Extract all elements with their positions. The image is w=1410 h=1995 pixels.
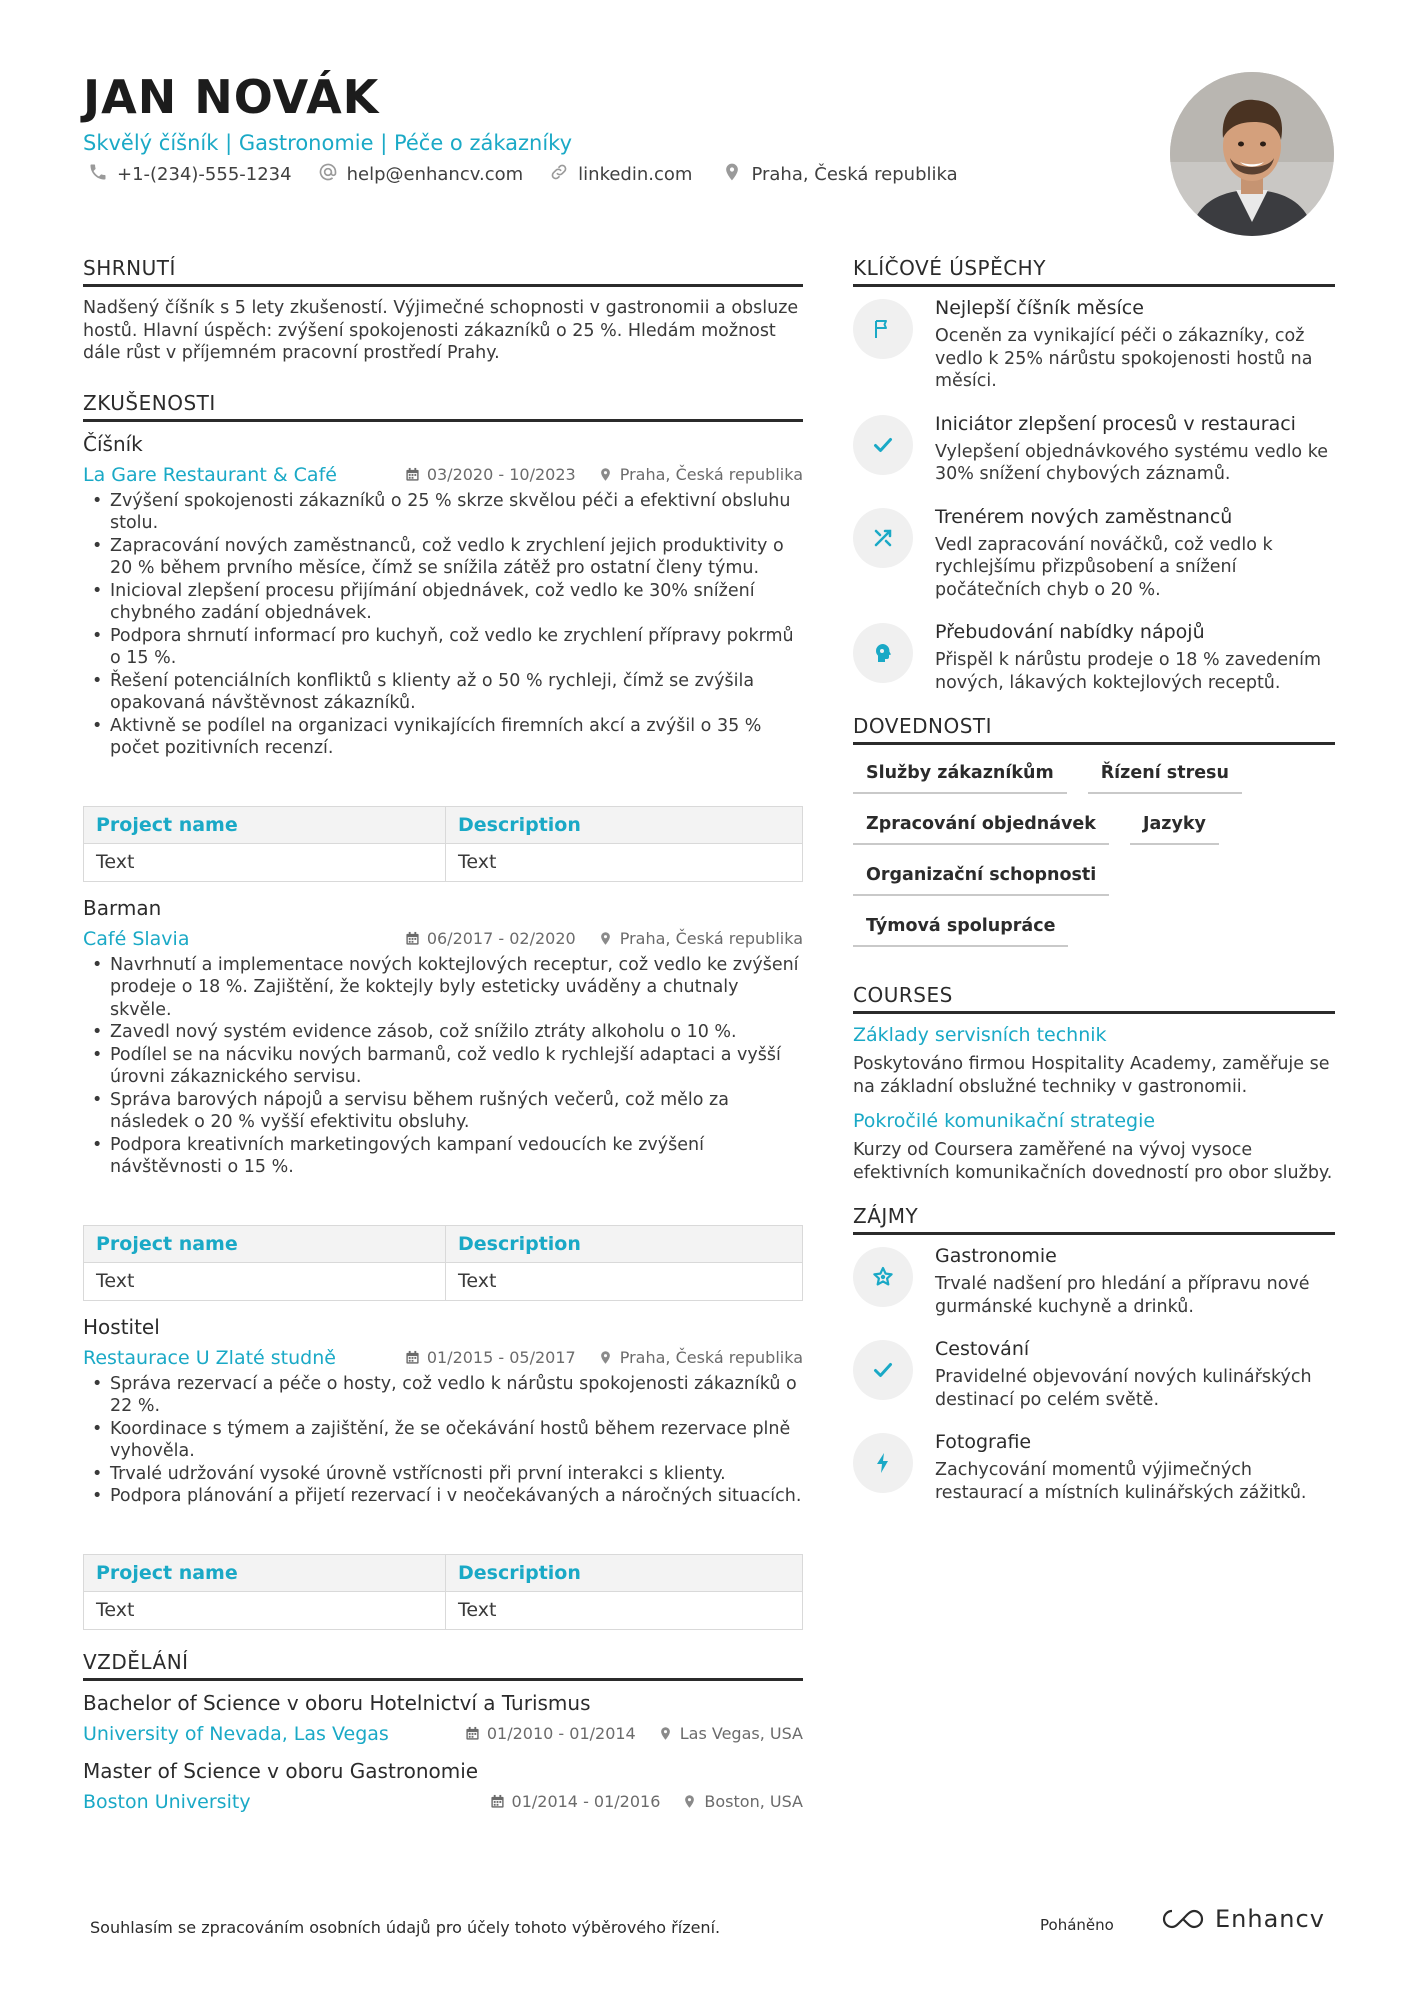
candidate-name: JAN NOVÁK: [83, 70, 380, 124]
job-bullets: [83, 954, 803, 1179]
education-location: [658, 1724, 803, 1743]
phone-icon: [88, 162, 108, 187]
job-location: [598, 929, 803, 948]
company-name: Restaurace U Zlaté studně: [83, 1346, 336, 1369]
degree-title: Bachelor of Science v oboru Hotelnictví a Turismus: [83, 1690, 591, 1715]
project-cell: Text: [84, 843, 446, 881]
courses-heading: COURSES: [853, 983, 1335, 1014]
job-location: [598, 465, 803, 484]
course-desc: Kurzy od Coursera zaměřené na vývoj vysoce efektivních komunikačních dovedností pro obor služby.: [853, 1140, 1333, 1183]
dates-text: 03/2020 - 10/2023: [426, 465, 576, 484]
achievement-item: [853, 621, 1335, 694]
achievement-title: Přebudování nabídky nápojů: [935, 621, 1205, 643]
flag-icon: [853, 299, 913, 359]
course-desc: Poskytováno firmou Hospitality Academy, zaměřuje se na základní obslužné techniky v gastronomii.: [853, 1054, 1330, 1097]
dates-text: 01/2015 - 05/2017: [426, 1348, 576, 1367]
bullet-item: • Zapracování nových zaměstnanců, což vedlo k zrychlení jejich produktivity o 20 % během prvního měsíce, čímž se snížila zátěž pro ostatní členy týmu.: [83, 535, 803, 580]
location-pin-icon: [682, 1794, 697, 1809]
job-title: Barman: [83, 895, 162, 920]
education-dates: [465, 1724, 636, 1743]
profile-photo: [1170, 72, 1334, 236]
interest-title: Cestování: [935, 1338, 1030, 1360]
location-text: Boston, USA: [704, 1792, 803, 1811]
school-name: University of Nevada, Las Vegas: [83, 1722, 389, 1745]
contact-email[interactable]: [318, 162, 524, 187]
interest-desc: Zachycování momentů výjimečných restaurací a místních kulinářských zážitků.: [935, 1460, 1307, 1503]
description-header: Description: [446, 806, 803, 843]
skill-tag: Služby zákazníkům: [853, 761, 1067, 794]
bullet-item: • Aktivně se podílel na organizaci vynikajících firemních akcí a zvýšil o 35 % počet pozitivních recenzí.: [83, 715, 803, 760]
calendar-icon: [405, 931, 420, 946]
experience-heading: ZKUŠENOSTI: [83, 391, 803, 422]
location-text: Praha, Česká republika: [619, 1348, 803, 1367]
bullet-item: • Zavedl nový systém evidence zásob, což snížilo ztráty alkoholu o 10 %.: [83, 1021, 803, 1044]
tagline: Skvělý číšník | Gastronomie | Péče o zákazníky: [83, 131, 573, 155]
company-name: La Gare Restaurant & Café: [83, 463, 337, 486]
job-meta-row: [83, 464, 803, 486]
interest-item: [853, 1431, 1335, 1504]
education-location: [682, 1792, 803, 1811]
summary-heading: SHRNUTÍ: [83, 256, 803, 287]
bullet-item: • Koordinace s týmem a zajištění, že se očekávání hostů během rezervace plně vyhověla.: [83, 1418, 803, 1463]
job-dates: [405, 929, 576, 948]
bolt-icon: [853, 1433, 913, 1493]
enhancv-logo-icon: [1160, 1907, 1206, 1931]
job-meta-row: [83, 928, 803, 950]
skills-list: [853, 761, 1335, 947]
achievements-heading: KLÍČOVÉ ÚSPĚCHY: [853, 256, 1335, 287]
achievement-desc: Oceněn za vynikající péči o zákazníky, což vedlo k 25% nárůstu spokojenosti hostů na měsíci.: [935, 326, 1313, 391]
education-meta: [465, 1724, 803, 1743]
achievement-desc: Vedl zapracování nováčků, což vedlo k rychlejšímu přizpůsobení a snížení počátečních chyb o 20 %.: [935, 534, 1273, 600]
project-table: [83, 1554, 803, 1630]
contact-linkedin[interactable]: [549, 162, 692, 187]
education-entry: [83, 1691, 803, 1745]
job-dates: [405, 465, 576, 484]
brand-logo[interactable]: [1160, 1905, 1325, 1933]
skill-tag: Zpracování objednávek: [853, 812, 1109, 845]
interests-heading: ZÁJMY: [853, 1204, 1335, 1235]
check-icon: [853, 1340, 913, 1400]
interest-title: Fotografie: [935, 1431, 1032, 1453]
dates-text: 01/2014 - 01/2016: [511, 1792, 661, 1811]
calendar-icon: [465, 1726, 480, 1741]
tools-icon: [853, 508, 913, 568]
company-name: Café Slavia: [83, 927, 190, 950]
job-entry: [83, 896, 803, 1301]
description-header: Description: [446, 1225, 803, 1262]
bullet-item: • Řešení potenciálních konfliktů s klienty až o 50 % rychleji, čímž se zvýšila opakovaná návštěvnost zákazníků.: [83, 670, 803, 715]
interest-desc: Trvalé nadšení pro hledání a přípravu nové gurmánské kuchyně a drinků.: [935, 1274, 1310, 1317]
education-meta: [490, 1792, 803, 1811]
achievement-title: Trenérem nových zaměstnanců: [935, 505, 1233, 528]
bullet-item: • Správa rezervací a péče o hosty, což vedlo k nárůstu spokojenosti zákazníků o 22 %.: [83, 1373, 803, 1418]
project-table: [83, 806, 803, 882]
interest-item: [853, 1338, 1335, 1411]
dates-text: 06/2017 - 02/2020: [426, 929, 576, 948]
contact-phone: [88, 162, 292, 187]
course-title: Pokročilé komunikační strategie: [853, 1110, 1156, 1132]
bullet-item: • Inicioval zlepšení procesu přijímání objednávek, což vedlo ke 30% snížení chybného zadání objednávek.: [83, 580, 803, 625]
job-meta: [405, 465, 803, 484]
at-icon: [318, 162, 338, 187]
job-bullets: [83, 490, 803, 760]
job-title: Hostitel: [83, 1314, 160, 1339]
consent-note: Souhlasím se zpracováním osobních údajů pro účely tohoto výběrového řízení.: [90, 1918, 721, 1937]
course-title: Základy servisních technik: [853, 1024, 1107, 1046]
email-text: help@enhancv.com: [346, 164, 524, 185]
description-cell: Text: [446, 843, 803, 881]
description-cell: Text: [446, 1262, 803, 1300]
bullet-item: • Trvalé udržování vysoké úrovně vstřícnosti při první interakci s klienty.: [83, 1463, 803, 1486]
skills-heading: DOVEDNOSTI: [853, 714, 1335, 745]
location-pin-icon: [598, 467, 613, 482]
achievement-desc: Přispěl k nárůstu prodeje o 18 % zavedením nových, lákavých koktejlových receptů.: [935, 650, 1322, 693]
brand-name: Enhancv: [1215, 1905, 1325, 1933]
education-dates: [490, 1792, 661, 1811]
powered-by-label: Poháněno: [1040, 1916, 1114, 1934]
contact-location: [722, 162, 957, 187]
project-name-header: Project name: [84, 1554, 446, 1591]
education-meta-row: [83, 1723, 803, 1745]
interest-title: Gastronomie: [935, 1245, 1057, 1267]
calendar-icon: [405, 1350, 420, 1365]
linkedin-text: linkedin.com: [578, 164, 693, 185]
contact-bar: [88, 162, 958, 187]
skill-tag: Jazyky: [1130, 812, 1219, 845]
interest-item: [853, 1245, 1335, 1318]
bullet-item: • Podpora plánování a přijetí rezervací i v neočekávaných a náročných situacích.: [83, 1485, 803, 1508]
bullet-item: • Správa barových nápojů a servisu během rušných večerů, což mělo za následek o 20 % vyšší efektivitu obsluhy.: [83, 1089, 803, 1134]
skill-tag: Organizační schopnosti: [853, 863, 1109, 896]
summary-text: Nadšený číšník s 5 lety zkušeností. Výjimečné schopnosti v gastronomii a obsluze hostů. Hlavní úspěch: zvýšení spokojenosti zákazníků o 25 %. Hledám možnost dále růst v příjemném pracovní prostředí Prahy.: [83, 298, 799, 363]
achievement-title: Nejlepší číšník měsíce: [935, 297, 1144, 319]
achievement-desc: Vylepšení objednávkového systému vedlo ke 30% snížení chybových záznamů.: [935, 441, 1328, 484]
right-column: [853, 256, 1335, 1524]
project-cell: Text: [84, 1262, 446, 1300]
project-table: [83, 1225, 803, 1301]
education-meta-row: [83, 1791, 803, 1813]
achievement-item: [853, 297, 1335, 393]
skill-tag: Týmová spolupráce: [853, 914, 1068, 947]
brain-icon: [853, 623, 913, 683]
achievement-title: Iniciátor zlepšení procesů v restauraci: [935, 412, 1296, 435]
phone-text: +1-(234)-555-1234: [117, 164, 292, 185]
dates-text: 01/2010 - 01/2014: [486, 1724, 636, 1743]
job-dates: [405, 1348, 576, 1367]
location-text: Praha, Česká republika: [619, 929, 803, 948]
bullet-item: • Podpora shrnutí informací pro kuchyň, což vedlo ke zrychlení přípravy pokrmů o 15 %.: [83, 625, 803, 670]
link-icon: [549, 162, 569, 187]
bullet-item: • Zvýšení spokojenosti zákazníků o 25 % skrze skvělou péči a efektivní obsluhu stolu.: [83, 490, 803, 535]
description-cell: Text: [446, 1591, 803, 1629]
calendar-icon: [405, 467, 420, 482]
check-icon: [853, 415, 913, 475]
bullet-item: • Podpora kreativních marketingových kampaní vedoucích ke zvýšení návštěvnosti o 15 %.: [83, 1134, 803, 1179]
location-pin-icon: [658, 1726, 673, 1741]
job-title: Číšník: [83, 431, 143, 456]
job-entry: [83, 432, 803, 882]
achievement-item: [853, 413, 1335, 486]
job-meta: [405, 1348, 803, 1367]
job-entry: [83, 1315, 803, 1630]
location-pin-icon: [598, 931, 613, 946]
location-text: Praha, Česká republika: [619, 465, 803, 484]
skill-tag: Řízení stresu: [1088, 761, 1242, 794]
degree-title: Master of Science v oboru Gastronomie: [83, 1758, 479, 1783]
location-text: Las Vegas, USA: [679, 1724, 803, 1743]
bullet-item: • Podílel se na nácviku nových barmanů, což vedlo k rychlejší adaptaci a vyšší úrovni zákaznického servisu.: [83, 1044, 803, 1089]
left-column: [83, 256, 803, 1813]
calendar-icon: [490, 1794, 505, 1809]
location-pin-icon: [598, 1350, 613, 1365]
bullet-item: • Navrhnutí a implementace nových koktejlových receptur, což vedlo ke zvýšení prodeje o 18 %. Zajištění, že koktejly byly esteticky uváděny a chutnaly skvěle.: [83, 954, 803, 1022]
job-location: [598, 1348, 803, 1367]
star-icon: [853, 1247, 913, 1307]
education-heading: VZDĚLÁNÍ: [83, 1650, 803, 1681]
project-name-header: Project name: [84, 1225, 446, 1262]
job-meta-row: [83, 1347, 803, 1369]
job-meta: [405, 929, 803, 948]
interest-desc: Pravidelné objevování nových kulinářských destinací po celém světě.: [935, 1367, 1312, 1410]
school-name: Boston University: [83, 1790, 251, 1813]
achievement-item: [853, 506, 1335, 602]
education-entry: [83, 1759, 803, 1813]
job-bullets: [83, 1373, 803, 1508]
location-pin-icon: [722, 162, 742, 187]
description-header: Description: [446, 1554, 803, 1591]
project-cell: Text: [84, 1591, 446, 1629]
project-name-header: Project name: [84, 806, 446, 843]
location-text: Praha, Česká republika: [751, 164, 958, 185]
